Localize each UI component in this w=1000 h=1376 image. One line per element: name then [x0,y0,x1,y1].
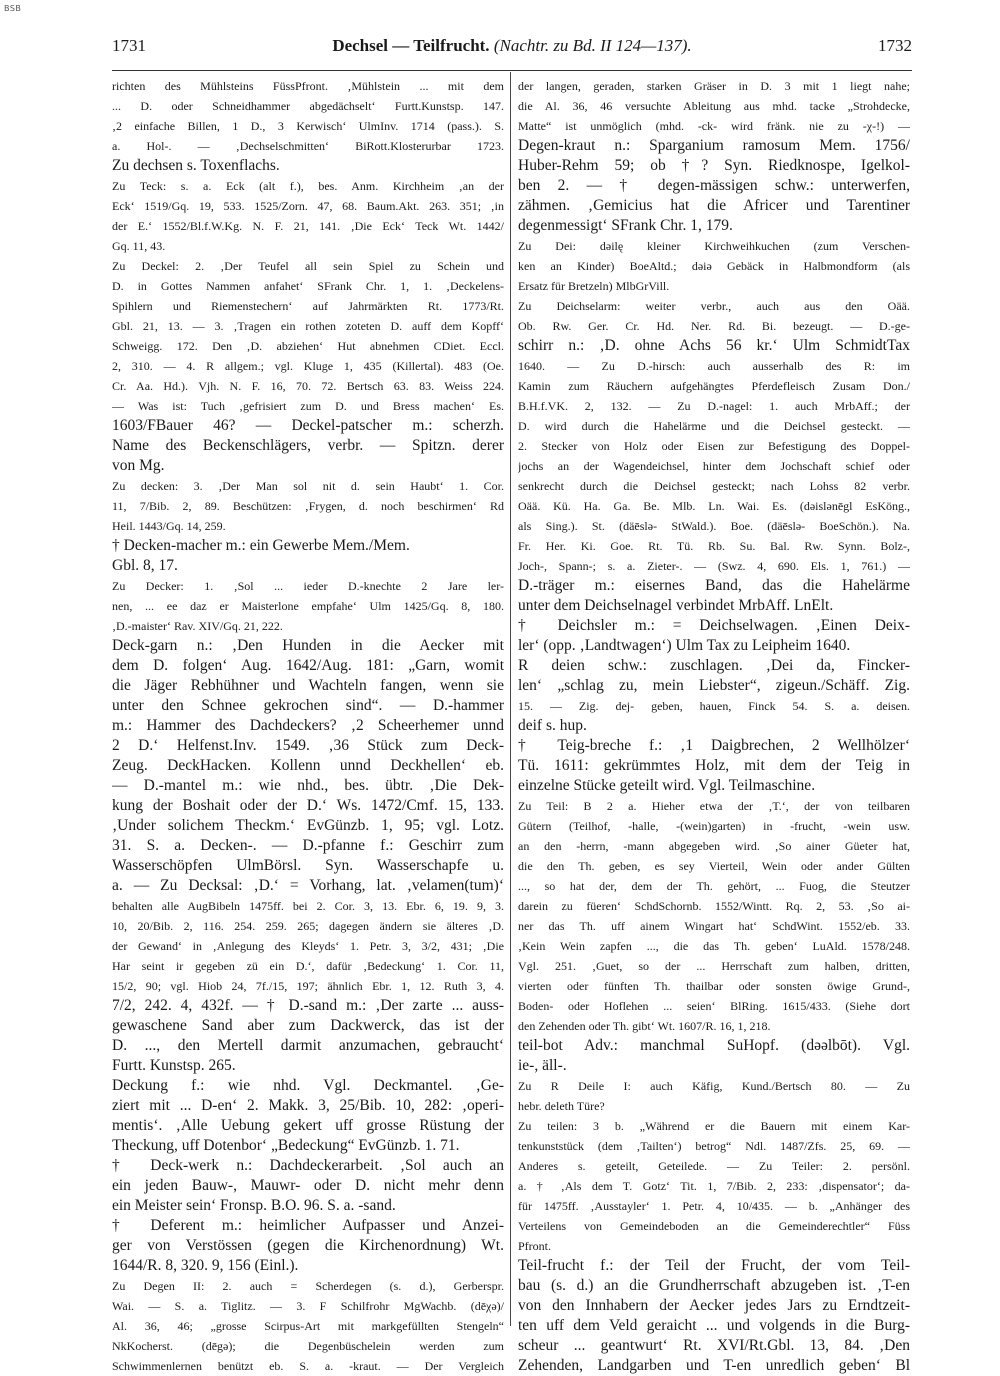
text-line: nen, ... ee daz er Maisterlone empfahe‘ Ulm 1425/Gq. 8, 180. [112,599,504,613]
text-line: Huber-Rehm 59; ob †? Syn. Riedknospe, Igelkol- [518,157,910,174]
text-line: Zu Teck: s. a. Eck (alt f.), bes. Anm. Kirchheim ‚an der [112,179,504,193]
text-line: 15/2, 90; vgl. Hiob 24, 7f./15, 197; ähnlich Ebr. 1, 12. Ruth 3, 4. [112,979,504,993]
text-line: vierten oder fünften Th. thailbar oder sonsten öwige Grund-, [518,979,910,993]
text-line: Furtt. Kunstsp. 265. [112,1057,236,1074]
text-line: die Al. 36, 46 versuchte Ableitung aus mhd. tacke „Strohdecke, [518,99,910,113]
running-head-title: Dechsel — Teilfrucht. [332,36,490,55]
page-number-right: 1732 [878,36,912,55]
text-line: zähmen. ‚Gemicius hat die Africer und Tarentiner [518,197,910,214]
text-line: behalten alle AugBibeln 1475ff. bei 2. Cor. 3, 13. Ebr. 6, 19. 9, 3. [112,899,504,913]
text-line: für 1475ff. ‚Ausstayler‘ 1. Petr. 4, 10/435. — b. „Anhänger des [518,1199,910,1213]
text-line: Fr. Her. Ki. Goe. Rt. Tü. Rb. Su. Bal. Rw. Synn. Bolz-, [518,539,910,553]
text-line: ben 2. — † degen-mässigen schw.: unterwerfen, [518,177,910,194]
text-line: teil-bot Adv.: manchmal SuHopf. (dəəlbōt). Vgl. [518,1037,910,1054]
text-line: die den Th. geben, es sey Vierteil, Wein oder ander Gülten [518,859,910,873]
text-line: NkKocherst. (dēgə); die Degenbüschelein werden zum [112,1339,504,1353]
text-line: Gütern (Teilhof, -halle, -(wein)garten) in -frucht, -wein usw. [518,819,910,833]
text-line: Zu Dei: dəilę kleiner Kirchweihkuchen (zum Verschen- [518,239,910,253]
text-line: † Deichsler m.: = Deichselwagen. ‚Einen Deix- [518,617,910,634]
text-line: 11, 7/Bib. 2, 89. Beschützen: ‚Frygen, d. noch beschirmen‘ Rd [112,499,504,513]
text-line: Zu Teil: B 2 a. Hieher etwa der ‚T.‘, der von teilbaren [518,799,910,813]
text-line: Name des Beckenschlägers, verbr. — Spitzn. derer [112,437,504,454]
text-line: 31. S. a. Decken-. — D.-pfanne f.: Geschirr zum [112,837,504,854]
text-line: von den Innhabern der Aecker jedes Jars zu Erndtzeit- [518,1297,910,1314]
text-line: Zu dechsen s. Toxenflachs. [112,157,280,174]
text-line: ten uff dem Veld geraicht ... und volgends in die Burg- [518,1317,910,1334]
text-line: der Gewand‘ in ‚Anlegung des Kleyds‘ 1. Petr. 3, 3/2, 431; ‚Die [112,939,504,953]
text-line: Zehenden, Landgarben und T-en unredlich geben‘ Bl [518,1357,910,1374]
text-line: Zu R Deile I: auch Käfig, Kund./Bertsch 80. — Zu [518,1079,910,1093]
text-line: ner das Th. uff ainem Wingart hat‘ SchdWint. 1552/eb. 33. [518,919,910,933]
text-line: Ob. Rw. Ger. Cr. Hd. Ner. Rd. Bi. bezeugt. — D.-ge- [518,319,910,333]
text-line: Schwimmenlernen benützt eb. S. a. -kraut. — Der Vergleich [112,1359,504,1373]
text-line: kung der Boshait oder der D.‘ Ws. 1472/Cmf. 15, 133. [112,797,504,814]
text-line: — D.-mantel m.: wie nhd., bes. übtr. ‚Die Dek- [112,777,504,794]
text-line: Cr. Aa. Hd.). Vjh. N. F. 16, 70. 72. Bertsch 63. 83. Weiss 224. [112,379,504,393]
text-line: ‚Under solichem Theckm.‘ EvGünzb. 1, 95; vgl. Lotz. [112,817,504,834]
text-line: 10, 20/Bib. 2, 116. 254. 259. 265; dagegen ändern sie älteres ‚D. [112,919,504,933]
text-line: Boden- oder Hoflehen ... seien‘ BlRing. 1615/433. (Siehe dort [518,999,910,1013]
header-rule [112,70,912,71]
text-line: † Teig-breche f.: ‚1 Daigbrechen, 2 Wellhölzer‘ [518,737,910,754]
text-line: Spihlern und Riemenstechern‘ auf Jahrmärkten Rt. 1773/Rt. [112,299,504,313]
text-line: 1640. — Zu D.-hirsch: auch ausserhalb des R: im [518,359,910,373]
text-line: Kamin zum Räuchern aufgehängtes Pferdefleisch Zusam Don./ [518,379,910,393]
text-line: † Deck-werk n.: Dachdeckerarbeit. ‚Sol auch an [112,1157,504,1174]
text-line: dem D. folgen‘ Aug. 1642/Aug. 181: „Garn, womit [112,657,504,674]
text-line: der langen, geraden, starken Gräser in D. 3 mit 1 liegt nahe; [518,79,910,93]
text-line: Theckung, uff Dotenbor‘ „Bedeckung“ EvGünzb. 1. 71. [112,1137,460,1154]
text-line: Pfront. [518,1239,551,1253]
text-line: deif s. hup. [518,717,587,734]
text-line: Deck-garn n.: ‚Den Hunden in die Aecker mit [112,637,504,654]
text-line: 1644/R. 8, 320. 9, 156 (Einl.). [112,1257,299,1274]
text-line: Zu decken: 3. ‚Der Man sol nit d. sein Haubt‘ 1. Cor. [112,479,504,493]
running-head [112,36,912,56]
text-line: Joch-, Spann-; s. a. Zieter-. — (Swz. 4, 690. Els. 1, 761.) — [518,559,910,573]
text-line: B.H.f.VK. 2, 132. — Zu D.-nagel: 1. auch MrbAff.; der [518,399,910,413]
text-line: mentis‘. ‚Alle Uebung gekert uff grosse Rüstung der [112,1117,504,1134]
text-line: D. in Gottes Nammen anfahet‘ SFrank Chr. 1, 1. ‚Deckelens- [112,279,504,293]
text-line: R deien schw.: zuschlagen. ‚Dei da, Fincker- [518,657,910,674]
text-line: als Sing.). St. (däēslə- StWald.). Boe. (däēslə- BoeSchön.). Na. [518,519,910,533]
text-line: senkrecht durch die Deichsel gesteckt; nach Lohss 82 verbr. [518,479,910,493]
text-line: ein Meister sein‘ Fronsp. B.O. 96. S. a. -sand. [112,1197,396,1214]
text-line: ‚Kein Wein zapfen ..., die das Th. geben‘ LuAld. 1578/248. [518,939,910,953]
text-line: ken an Kinder) BoeAltd.; dəiə Gebäck in Halbmondform (als [518,259,910,273]
text-line: † Deferent m.: heimlicher Aufpasser und Anzei- [112,1217,504,1234]
running-head-note: (Nachtr. zu Bd. II 124—137). [493,36,692,55]
page-header [112,36,912,64]
text-line: ziert mit ... D-en‘ 2. Makk. 3, 25/Bib. 10, 282: ‚operi- [112,1097,504,1114]
text-line: Gbl. 21, 13. — 3. ‚Tragen ein rothen zoteten D. auff dem Kopff‘ [112,319,504,333]
text-line: hebr. deleth Türe? [518,1099,605,1113]
text-line: der E.‘ 1552/Bl.f.W.Kg. N. F. 21, 141. ‚Die Eck‘ Teck Wt. 1442/ [112,219,504,233]
text-line: bau (s. d.) an die Grundherrschaft abzugeben ist. ‚T-en [518,1277,910,1294]
text-line: † Decken-macher m.: ein Gewerbe Mem./Mem. [112,537,410,554]
text-line: 15. — Zig. dej- geben, hauen, Finck 54. S. a. deisen. [518,699,910,713]
text-line: schirr n.: ‚D. ohne Achs 56 kr.‘ Ulm SchmidtTax [518,337,910,354]
text-line: 7/2, 242. 4, 432f. — † D.-sand m.: ‚Der zarte ... auss- [112,997,504,1014]
text-line: D. wird durch die Hahelärme und die Deichsel gesteckt. — [518,419,910,433]
text-line: Wasserschöpfen UlmBörsl. Syn. Wasserschapfe u. [112,857,504,874]
text-line: ger von Verstössen (gegen die Kirchenordnung) Wt. [112,1237,504,1254]
text-line: scheur ... geantwurt‘ Rt. XVI/Rt.Gbl. 13, 84. ‚Den [518,1337,910,1354]
text-line: Wai. — S. a. Tiglitz. — 3. F Schilfrohr MgWachb. (dēχə)/ [112,1299,504,1313]
text-line: 2. Stecker von Holz oder Eisen zur Befestigung des Doppel- [518,439,910,453]
text-line: a. — Zu Decksal: ‚D.‘ = Vorhang, lat. ‚velamen(tum)‘ [112,877,504,894]
text-line: Har seint ir gegeben zü ein D.‘, dafür ‚Bedeckung‘ 1. Cor. 11, [112,959,504,973]
text-line: 1603/FBauer 46? — Deckel-patscher m.: scherzh. [112,417,504,434]
text-line: Anderes s. geteilt, Geteilede. — Zu Teiler: 2. persönl. [518,1159,910,1173]
column-divider [510,72,511,1326]
text-line: Verteilens von Gemeindeboden an die Gemeinderechtler“ Füss [518,1219,910,1233]
text-line: m.: Hammer des Dachdeckers? ‚2 Scheerhemer unnd [112,717,504,734]
text-line: 2, 310. — 4. R allgem.; vgl. Kluge 1, 435 (Killertal). 483 (Oe. [112,359,504,373]
text-line: Schweigg. 172. Den ‚D. abziehen‘ Hut abnehmen CDiet. Eccl. [112,339,504,353]
text-line: unter den Schnee gekrochen sind“. — D.-hammer [112,697,504,714]
text-line: tenkunststück (dem ‚Tailten‘) betrog“ Ndl. 1487/Zfs. 25, 69. — [518,1139,910,1153]
text-line: Gbl. 8, 17. [112,557,178,574]
text-line: Gq. 11, 43. [112,239,166,253]
text-line: a. Hol-. — ‚Dechselschmitten‘ BiRott.Klosterurbar 1723. [112,139,504,153]
text-line: den Zehenden oder Th. gibt‘ Wt. 1607/R. 16, 1, 218. [518,1019,771,1033]
text-line: die Jäger Rebhühner und Wachteln fangen, wenn sie [112,677,504,694]
text-line: Zu Decker: 1. ‚Sol ... ieder D.-knechte 2 Jare ler- [112,579,504,593]
text-line: Zeug. DeckHacken. Kollenn unnd Deckhellen‘ eb. [112,757,504,774]
text-line: Degen-kraut n.: Sparganium ramosum Mem. 1756/ [518,137,910,154]
text-line: Matte“ ist unmöglich (mhd. -ck- wird fränk. nie zu -χ-!) — [518,119,910,133]
text-line: len‘ „schlag zu, mein Liebster“, zigeun./Schäff. Zig. [518,677,910,694]
text-line: — Was ist: Tuch ‚gefrisiert zum D. und Bress machen‘ Es. [112,399,504,413]
text-line: 2 D.‘ Helfenst.Inv. 1549. ‚36 Stück zum Deck- [112,737,504,754]
text-line: ... D. oder Schneidhammer abgedächselt‘ Furtt.Kunstsp. 147. [112,99,504,113]
text-line: gewaschene Sand aber zum Dackwerck, das ist der [112,1017,504,1034]
right-column [518,76,910,1376]
text-line: Zu Deckel: 2. ‚Der Teufel all sein Spiel zu Schein und [112,259,504,273]
text-line: Vgl. 251. ‚Guet, so der ... Herrschaft zum halben, dritten, [518,959,910,973]
text-line: richten des Mühlsteins FüssPfront. ‚Mühlstein ... mit dem [112,79,504,93]
left-column [112,76,504,1376]
text-line: ler‘ (opp. ‚Landtwagen‘) Ulm Tax zu Leipheim 1640. [518,637,851,654]
text-line: Teil-frucht f.: der Teil der Frucht, der vom Teil- [518,1257,910,1274]
text-line: Tü. 1611: gekrümmtes Holz, mit dem der Teig in [518,757,910,774]
text-line: an den -herrn, -mann abgegeben wird. ‚So ainer Güeter hat, [518,839,910,853]
page-number-left: 1731 [112,36,146,55]
text-line: ie-, äll-. [518,1057,567,1074]
text-line: Heil. 1443/Gq. 14, 259. [112,519,226,533]
text-line: ‚2 einfache Billen, 1 D., 3 Kerwisch‘ UlmInv. 1714 (pass.). S. [112,119,504,133]
text-line: Ersatz für Bretzeln) MlbGrVill. [518,279,670,293]
text-line: degenmessigt‘ SFrank Chr. 1, 179. [518,217,733,234]
text-line: Zu teilen: 3 b. „Während er die Bauern mit einem Kar- [518,1119,910,1133]
text-line: einzelne Stücke geteilt wird. Vgl. Teilmaschine. [518,777,816,794]
text-line: ..., so hat der, dem der Th. gehört, ... Fuog, die Steutzer [518,879,910,893]
text-line: Deckung f.: wie nhd. Vgl. Deckmantel. ‚Ge- [112,1077,504,1094]
library-stamp: BSB [4,4,22,13]
text-line: a. † ‚Als dem T. Gotz‘ Tit. 1, 7/Bib. 2, 233: ‚dispensator‘; da- [518,1179,910,1193]
text-line: ‚D.-maister‘ Rav. XIV/Gq. 21, 222. [112,619,283,633]
text-line: Eck‘ 1519/Gq. 19, 533. 1525/Zorn. 47, 68. Baum.Akt. 263. 351; ‚in [112,199,504,213]
text-line: jochs an der Wagendeichsel, hinter dem Jochschaft schief oder [518,459,910,473]
text-line: Zu Degen II: 2. auch = Scherdegen (s. d.), Gerberspr. [112,1279,504,1293]
text-line: D. ..., den Mertell darmit anzumachen, gebraucht‘ [112,1037,504,1054]
text-line: ein jeden Bauw-, Mauwr- oder D. nicht mehr denn [112,1177,504,1194]
text-line: Zu Deichselarm: weiter verbr., auch aus den Oää. [518,299,910,313]
text-line: D.-träger m.: eisernes Band, das die Hahelärme [518,577,910,594]
text-line: unter dem Deichselnagel verbindet MrbAff. LnElt. [518,597,834,614]
text-line: von Mg. [112,457,165,474]
text-line: Al. 36, 46; „grosse Scirpus-Art mit markgefüllten Stengeln“ [112,1319,504,1333]
text-line: Oää. Kü. Ha. Ga. Be. Mlb. Ln. Wai. Es. (dəislənēgl EsKöng., [518,499,910,513]
text-line: darein zu füeren‘ SchdSchornb. 1552/Wintt. Rq. 2, 53. ‚So ai- [518,899,910,913]
